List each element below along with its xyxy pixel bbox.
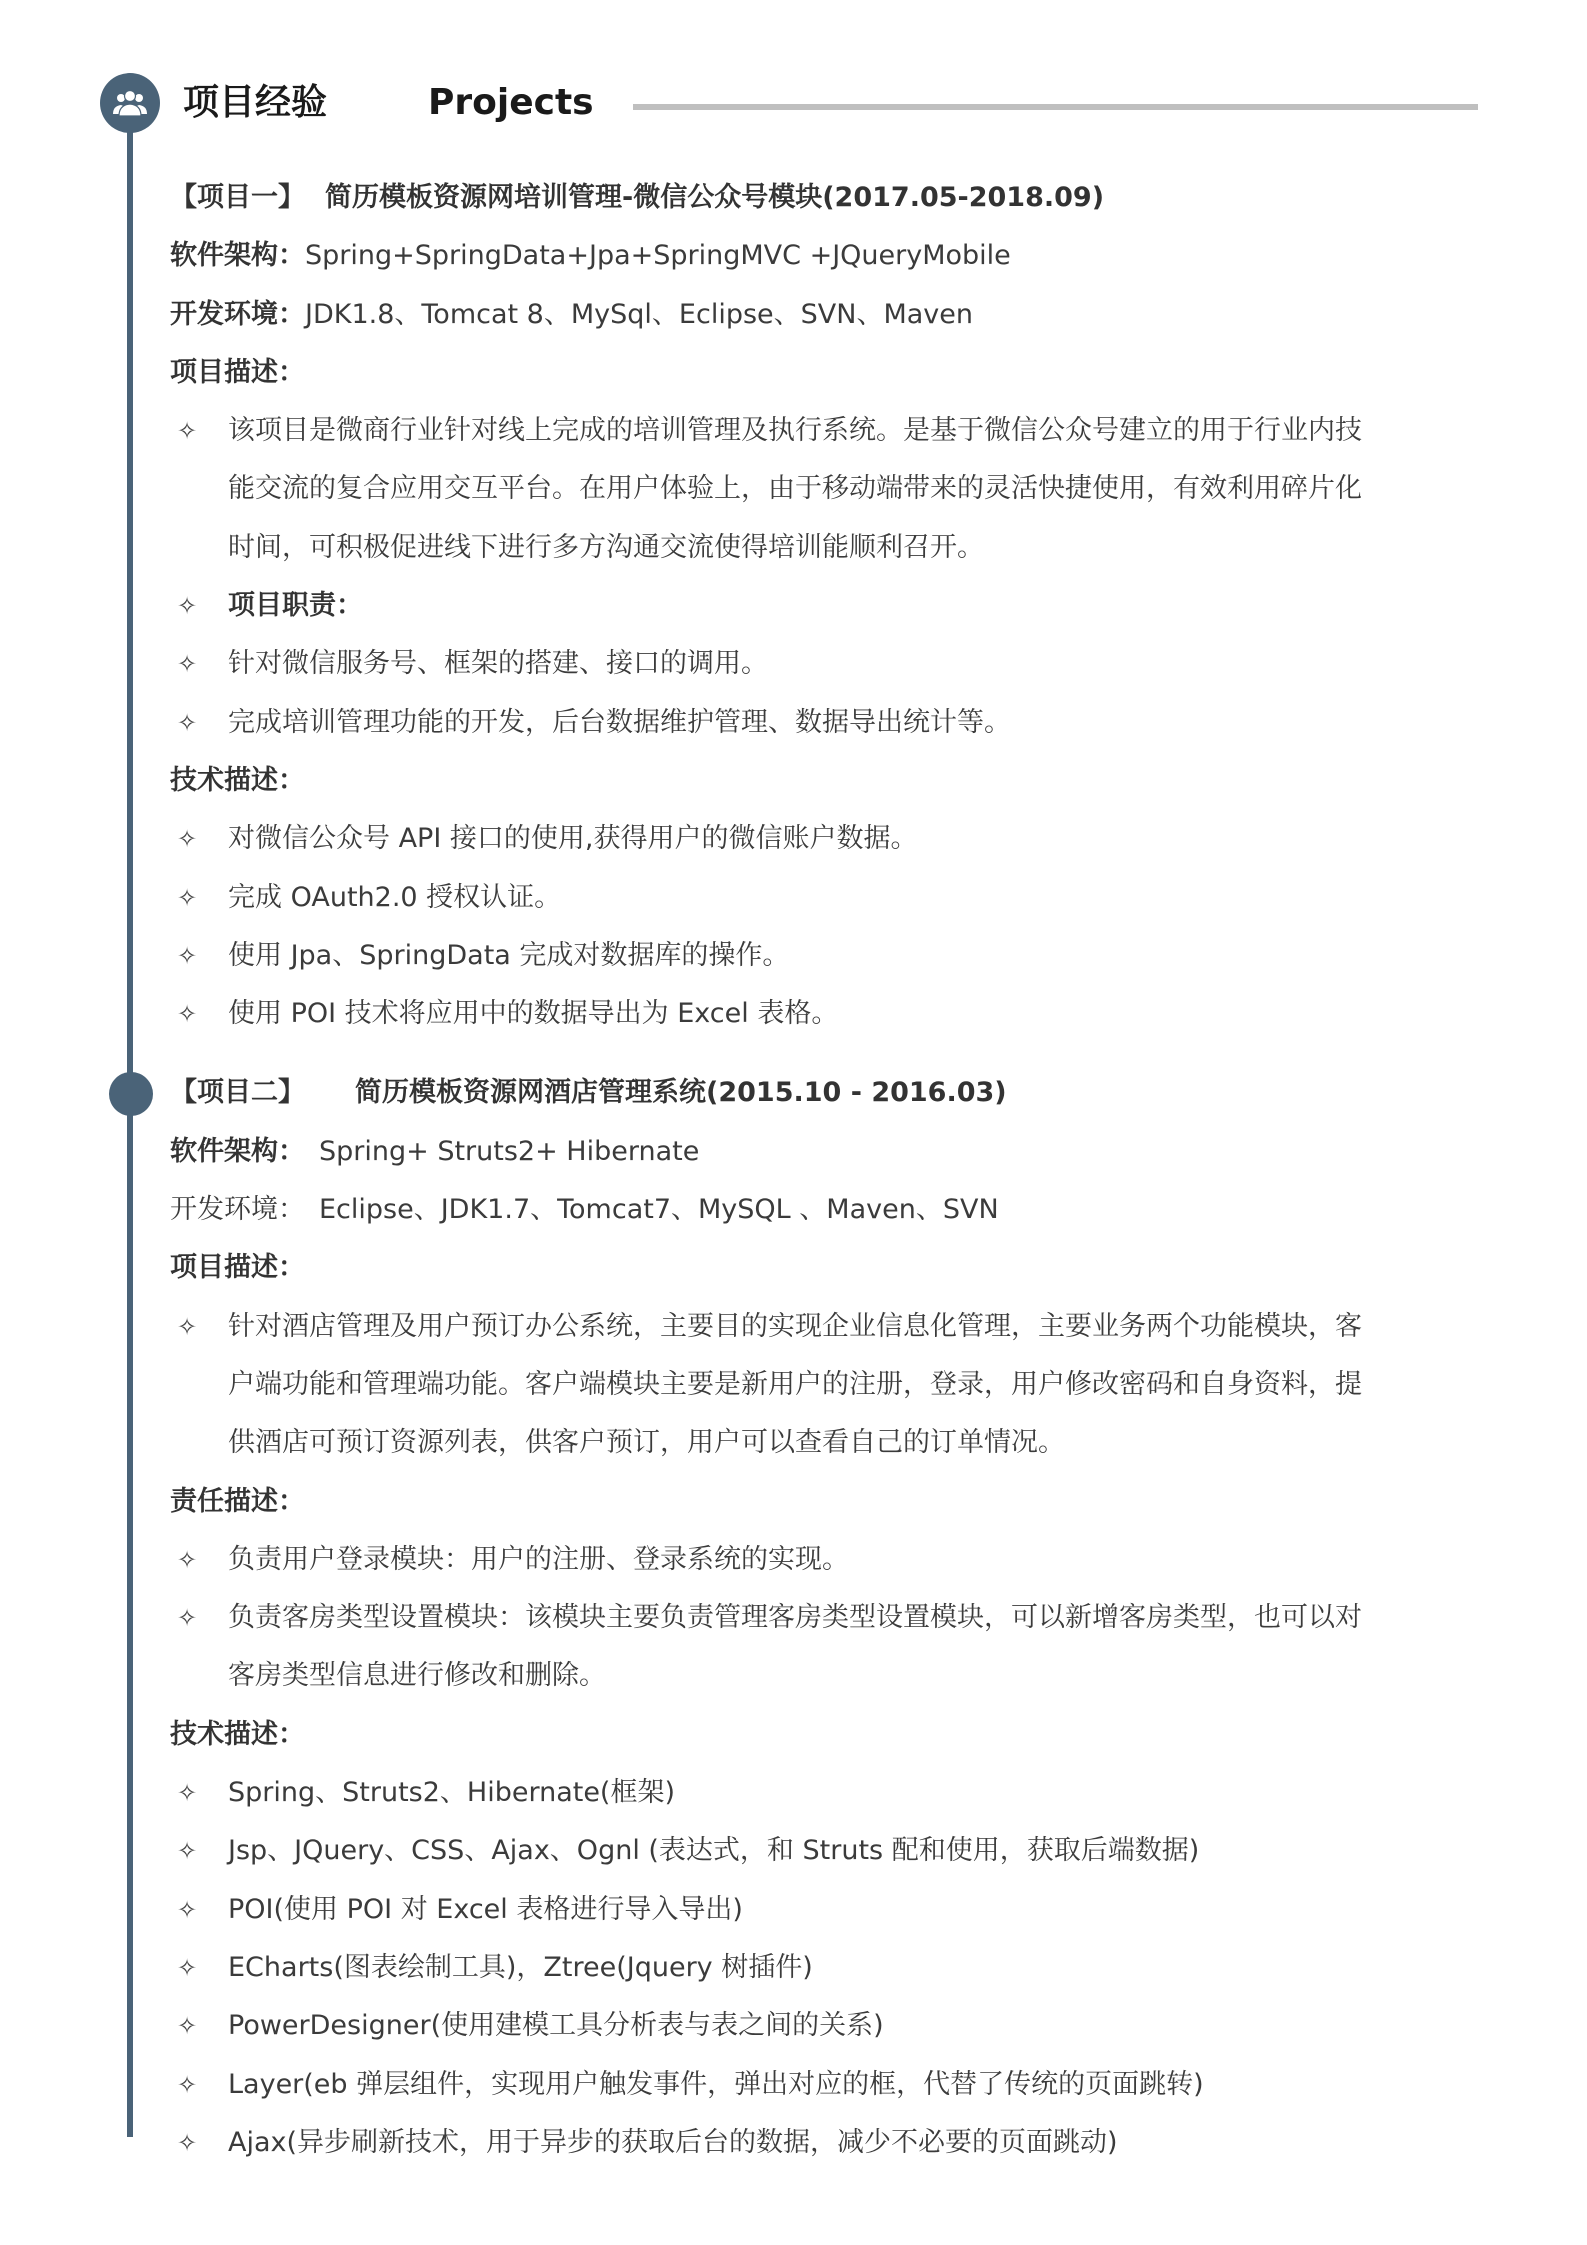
- project2-environment: [170, 1181, 1470, 1239]
- list-item: ✧ 使用 POI 技术将应用中的数据导出为 Excel 表格。: [170, 985, 1470, 1043]
- list-item: ✧ 完成 OAuth2.0 授权认证。: [170, 869, 1470, 927]
- project1-tech-label: 技术描述：: [170, 764, 305, 796]
- list-item: ✧ POI(使用 POI 对 Excel 表格进行导入导出): [170, 1881, 1470, 1939]
- project1-environment: [170, 286, 1470, 344]
- bullet-icon: ✧: [176, 708, 198, 737]
- bullet-icon: ✧: [176, 1837, 198, 1866]
- list-item: ✧ 针对微信服务号、框架的搭建、接口的调用。: [170, 635, 1470, 693]
- bullet-icon: ✧: [176, 592, 198, 621]
- list-item: ✧ 负责客房类型设置模块：该模块主要负责管理客房类型设置模块，可以新增客房类型，也可以对: [170, 1589, 1470, 1647]
- bullet-icon: ✧: [176, 941, 198, 970]
- users-group-icon: [112, 88, 148, 118]
- project1-title: 简历模板资源网培训管理-微信公众号模块(2017.05-2018.09): [325, 182, 1105, 213]
- bullet-icon: ✧: [176, 1312, 198, 1341]
- section-title-cn: 项目经验: [183, 82, 328, 123]
- project1-architecture: [170, 227, 1470, 285]
- section-title-en: Projects: [428, 82, 594, 123]
- env-value: JDK1.8、Tomcat 8、MySql、Eclipse、SVN、Maven: [305, 298, 973, 330]
- timeline-node-project2: [109, 1072, 153, 1116]
- bullet-icon: ✧: [176, 1895, 198, 1924]
- project2-title: 简历模板资源网酒店管理系统(2015.10 - 2016.03): [355, 1077, 1007, 1109]
- bullet-icon: ✧: [176, 1000, 198, 1029]
- list-item: ✧ 针对酒店管理及用户预订办公系统，主要目的实现企业信息化管理，主要业务两个功能模块，客: [170, 1298, 1470, 1356]
- list-item-continuation: 时间，可积极促进线下进行多方沟通交流使得培训能顺利召开。: [228, 531, 984, 563]
- list-item: ✧ ECharts(图表绘制工具)，Ztree(Jquery 树插件): [170, 1939, 1470, 1997]
- list-item: ✧ Layer(eb 弹层组件，实现用户触发事件，弹出对应的框，代替了传统的页面跳转): [170, 2056, 1470, 2114]
- bullet-icon: ✧: [176, 1779, 198, 1808]
- project2-desc-label: 项目描述：: [170, 1252, 305, 1284]
- list-item: ✧ 使用 Jpa、SpringData 完成对数据库的操作。: [170, 927, 1470, 985]
- bullet-icon: ✧: [176, 417, 198, 446]
- project2-tag: 【项目二】: [170, 1077, 305, 1109]
- list-item: ✧ 对微信公众号 API 接口的使用,获得用户的微信账户数据。: [170, 810, 1470, 868]
- project1-tag: 【项目一】: [170, 182, 305, 213]
- arch-value: Spring+SpringData+Jpa+SpringMVC +JQueryMobile: [305, 240, 1011, 272]
- list-item: ✧ Jsp、JQuery、CSS、Ajax、Ognl (表达式，和 Struts 配和使用，获取后端数据): [170, 1822, 1470, 1880]
- list-item-continuation: 供酒店可预订资源列表，供客户预订，用户可以查看自己的订单情况。: [228, 1427, 1065, 1459]
- list-item: ✧ Spring、Struts2、Hibernate(框架): [170, 1764, 1470, 1822]
- list-item-continuation: 户端功能和管理端功能。客户端模块主要是新用户的注册，登录，用户修改密码和自身资料，提: [228, 1368, 1362, 1400]
- env-label: 开发环境：: [170, 1194, 305, 1226]
- arch-label: 软件架构：: [170, 1135, 305, 1167]
- timeline-line: [127, 103, 133, 2137]
- list-item: ✧ 负责用户登录模块：用户的注册、登录系统的实现。: [170, 1531, 1470, 1589]
- section-icon-badge: [100, 73, 160, 133]
- list-item-continuation: 能交流的复合应用交互平台。在用户体验上，由于移动端带来的灵活快捷使用，有效利用碎片化: [228, 473, 1362, 505]
- bullet-icon: ✧: [176, 825, 198, 854]
- bullet-icon: ✧: [176, 1953, 198, 1982]
- projects-content: [170, 169, 1470, 2172]
- list-item: ✧ 该项目是微商行业针对线上完成的培训管理及执行系统。是基于微信公众号建立的用于行业内技: [170, 402, 1470, 460]
- list-item: ✧ Ajax(异步刷新技术，用于异步的获取后台的数据，减少不必要的页面跳动): [170, 2114, 1470, 2172]
- header-divider: [633, 104, 1478, 110]
- project2-resp-label: 责任描述：: [170, 1485, 305, 1517]
- bullet-icon: ✧: [176, 650, 198, 679]
- project1-heading: [170, 169, 1470, 227]
- bullet-icon: ✧: [176, 2012, 198, 2041]
- project2-architecture: [170, 1123, 1470, 1181]
- bullet-icon: ✧: [176, 1604, 198, 1633]
- bullet-icon: ✧: [176, 2070, 198, 2099]
- arch-label: 软件架构：: [170, 240, 305, 272]
- project2-tech-label: 技术描述：: [170, 1718, 305, 1750]
- list-item-continuation: 客房类型信息进行修改和删除。: [228, 1660, 606, 1692]
- env-value: Eclipse、JDK1.7、Tomcat7、MySQL 、Maven、SVN: [319, 1194, 999, 1226]
- env-label: 开发环境：: [170, 298, 305, 330]
- arch-value: Spring+ Struts2+ Hibernate: [319, 1135, 700, 1167]
- bullet-icon: ✧: [176, 2128, 198, 2157]
- bullet-icon: ✧: [176, 883, 198, 912]
- list-item: ✧ PowerDesigner(使用建模工具分析表与表之间的关系): [170, 1997, 1470, 2055]
- bullet-icon: ✧: [176, 1545, 198, 1574]
- list-item: ✧ 完成培训管理功能的开发，后台数据维护管理、数据导出统计等。: [170, 694, 1470, 752]
- project1-desc-label: 项目描述：: [170, 356, 305, 388]
- project2-heading: [170, 1064, 1470, 1122]
- project1-duty-label: ✧ 项目职责：: [170, 577, 1470, 635]
